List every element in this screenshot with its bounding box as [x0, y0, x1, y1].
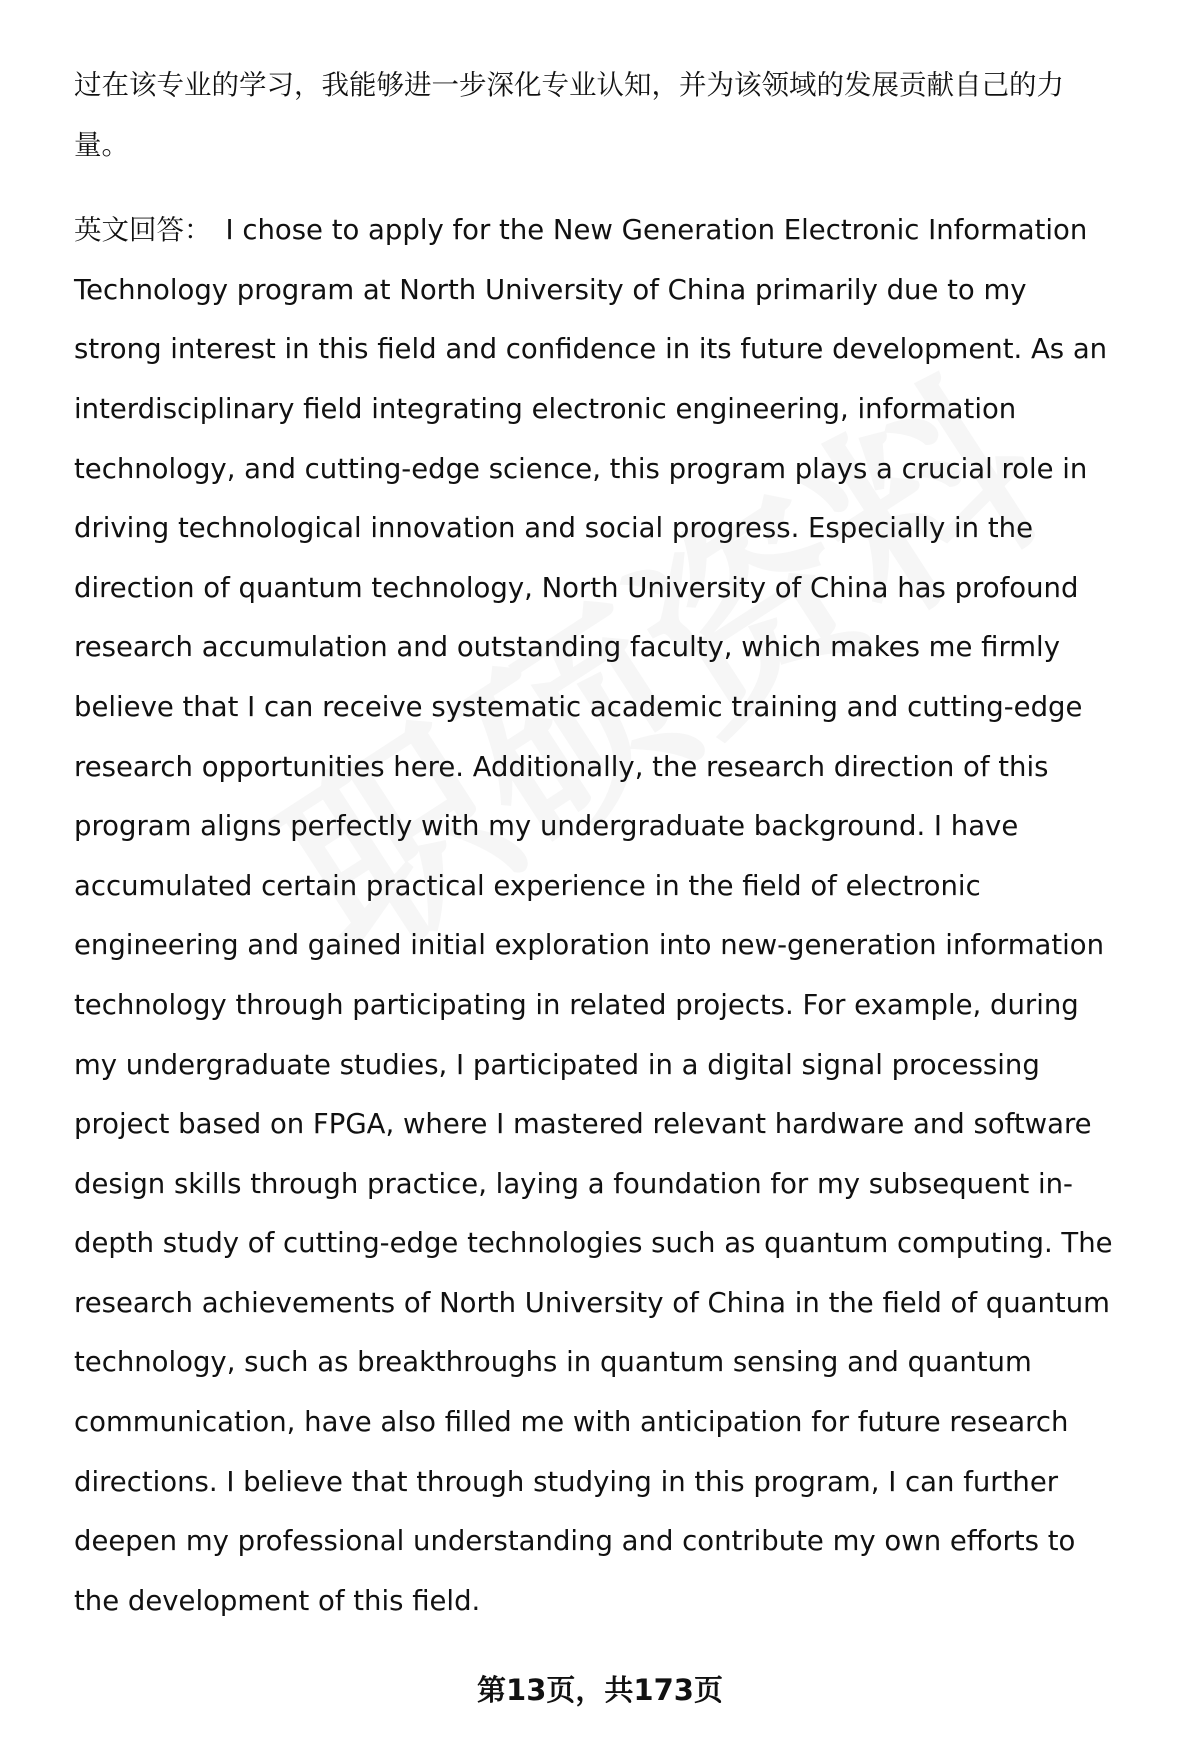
english-line-1	[74, 201, 1156, 261]
english-line-17: design skills through practice, laying a foundation for my subsequent in-	[74, 1167, 1073, 1200]
english-answer-paragraph	[74, 201, 1156, 1631]
english-line-24: the development of this field.	[74, 1584, 481, 1617]
english-line-14: technology through participating in related projects. For example, during	[74, 988, 1079, 1021]
english-answer-label: 英文回答：	[74, 214, 212, 247]
english-line-6: driving technological innovation and social progress. Especially in the	[74, 512, 1033, 545]
english-line-8: research accumulation and outstanding faculty, which makes me firmly	[74, 631, 1060, 664]
english-line-19: research achievements of North University of China in the field of quantum	[74, 1286, 1110, 1319]
page-number-footer: 第13页，共173页	[477, 1673, 723, 1707]
english-line-23: deepen my professional understanding and contribute my own efforts to	[74, 1525, 1076, 1558]
english-line-15: my undergraduate studies, I participated in a digital signal processing	[74, 1048, 1040, 1081]
english-line-9: believe that I can receive systematic academic training and cutting-edge	[74, 690, 1083, 723]
english-line-12: accumulated certain practical experience in the field of electronic	[74, 869, 981, 902]
english-line-11: program aligns perfectly with my undergraduate background. I have	[74, 810, 1019, 843]
document-content	[74, 56, 1156, 1631]
english-line-2: Technology program at North University of China primarily due to my	[74, 273, 1027, 306]
english-line-22: directions. I believe that through studying in this program, I can further	[74, 1465, 1059, 1498]
english-line-1-text: I chose to apply for the New Generation Electronic Information	[225, 214, 1088, 247]
chinese-paragraph	[74, 56, 1156, 175]
english-line-20: technology, such as breakthroughs in quantum sensing and quantum	[74, 1346, 1032, 1379]
english-line-4: interdisciplinary field integrating electronic engineering, information	[74, 392, 1017, 425]
english-line-18: depth study of cutting-edge technologies such as quantum computing. The	[74, 1227, 1113, 1260]
chinese-line-1: 过在该专业的学习，我能够进一步深化专业认知，并为该领域的发展贡献自己的力	[74, 69, 1064, 101]
english-line-13: engineering and gained initial exploration into new-generation information	[74, 929, 1105, 962]
english-line-7: direction of quantum technology, North University of China has profound	[74, 571, 1079, 604]
english-line-16: project based on FPGA, where I mastered relevant hardware and software	[74, 1108, 1092, 1141]
english-line-5: technology, and cutting-edge science, this program plays a crucial role in	[74, 452, 1088, 485]
english-line-3: strong interest in this field and confidence in its future development. As an	[74, 333, 1108, 366]
chinese-line-2: 量。	[74, 128, 129, 161]
english-line-21: communication, have also filled me with anticipation for future research	[74, 1406, 1069, 1439]
english-line-10: research opportunities here. Additionally, the research direction of this	[74, 750, 1049, 783]
